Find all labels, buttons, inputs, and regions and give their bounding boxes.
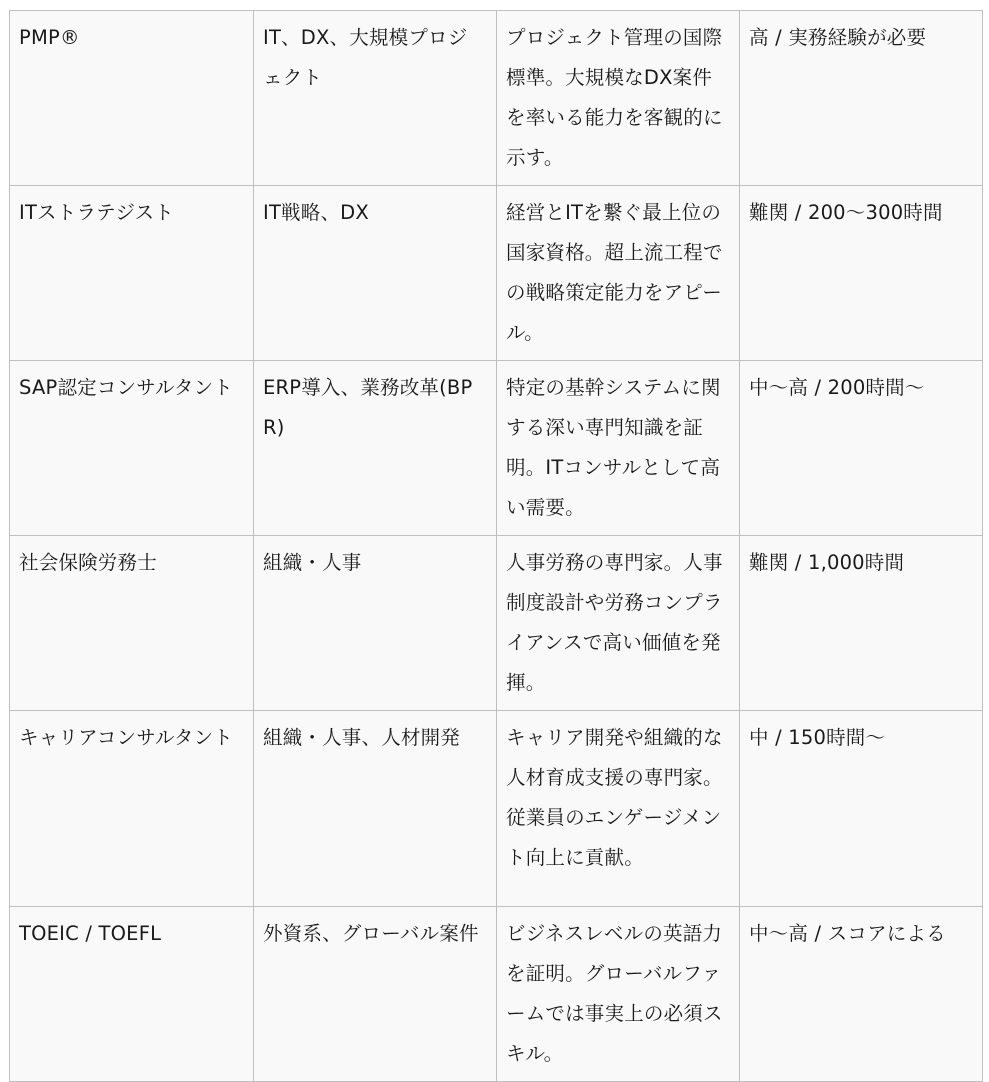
description-cell: 人事労務の専門家。人事制度設計や労務コンプライアンスで高い価値を発揮。 bbox=[497, 536, 740, 711]
qualification-cell: SAP認定コンサルタント bbox=[10, 361, 254, 536]
field-cell: 組織・人事 bbox=[254, 536, 497, 711]
table-row bbox=[10, 11, 983, 186]
difficulty-cell: 難関 / 200〜300時間 bbox=[740, 186, 983, 361]
qualification-cell: キャリアコンサルタント bbox=[10, 711, 254, 907]
description-cell: 特定の基幹システムに関する深い専門知識を証明。ITコンサルとして高い需要。 bbox=[497, 361, 740, 536]
description-cell: 経営とITを繋ぐ最上位の国家資格。超上流工程での戦略策定能力をアピール。 bbox=[497, 186, 740, 361]
table-row bbox=[10, 536, 983, 711]
table-row bbox=[10, 186, 983, 361]
difficulty-cell: 難関 / 1,000時間 bbox=[740, 536, 983, 711]
field-cell: IT戦略、DX bbox=[254, 186, 497, 361]
field-cell: 組織・人事、人材開発 bbox=[254, 711, 497, 907]
table-row bbox=[10, 711, 983, 907]
field-cell: IT、DX、大規模プロジェクト bbox=[254, 11, 497, 186]
qualification-cell: 社会保険労務士 bbox=[10, 536, 254, 711]
difficulty-cell: 中 / 150時間〜 bbox=[740, 711, 983, 907]
qualification-cell: PMP® bbox=[10, 11, 254, 186]
field-cell: 外資系、グローバル案件 bbox=[254, 907, 497, 1082]
field-cell: ERP導入、業務改革(BPR) bbox=[254, 361, 497, 536]
qualification-cell: ITストラテジスト bbox=[10, 186, 254, 361]
description-cell: ビジネスレベルの英語力を証明。グローバルファームでは事実上の必須スキル。 bbox=[497, 907, 740, 1082]
certification-table bbox=[9, 10, 983, 1082]
difficulty-cell: 高 / 実務経験が必要 bbox=[740, 11, 983, 186]
description-cell: キャリア開発や組織的な人材育成支援の専門家。従業員のエンゲージメント向上に貢献。 bbox=[497, 711, 740, 907]
description-cell: プロジェクト管理の国際標準。大規模なDX案件を率いる能力を客観的に示す。 bbox=[497, 11, 740, 186]
qualification-cell: TOEIC / TOEFL bbox=[10, 907, 254, 1082]
difficulty-cell: 中〜高 / 200時間〜 bbox=[740, 361, 983, 536]
table-row bbox=[10, 361, 983, 536]
difficulty-cell: 中〜高 / スコアによる bbox=[740, 907, 983, 1082]
table-row bbox=[10, 907, 983, 1082]
